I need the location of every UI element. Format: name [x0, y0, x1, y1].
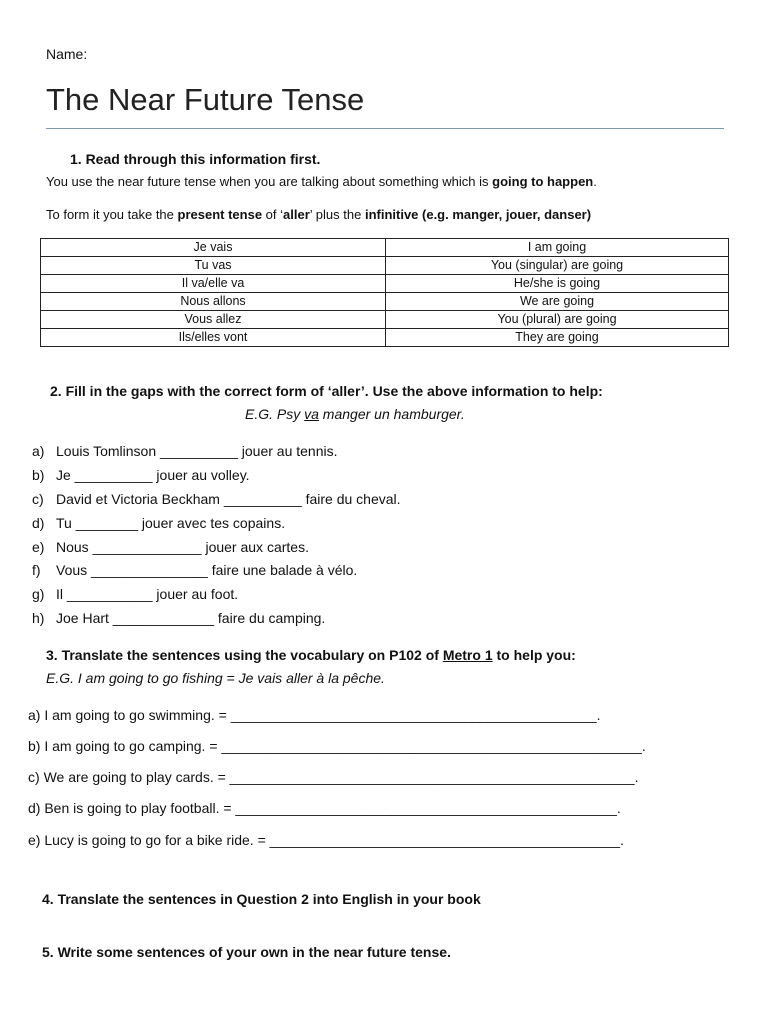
- table-cell-fr: Ils/elles vont: [41, 329, 386, 347]
- table-row: [41, 329, 729, 347]
- table-cell-fr: Tu vas: [41, 257, 386, 275]
- name-label: Name:: [46, 46, 88, 62]
- q1-heading: 1. Read through this information first.: [70, 151, 321, 167]
- q2-item-b: b) Je __________ jouer au volley.: [32, 467, 250, 483]
- table-row: [41, 257, 729, 275]
- q3-item-e: e) Lucy is going to go for a bike ride. = _____________________________________________.: [28, 832, 624, 848]
- table-row: [41, 239, 729, 257]
- table-cell-en: He/she is going: [386, 275, 729, 293]
- table-cell-en: I am going: [386, 239, 729, 257]
- title-divider: [46, 128, 724, 129]
- q2-heading: 2. Fill in the gaps with the correct form of ‘aller’. Use the above information to help:: [50, 383, 603, 399]
- q1-line2: To form it you take the present tense of ‘aller’ plus the infinitive (e.g. manger, jouer, danser): [46, 207, 592, 222]
- q2-item-f: f) Vous _______________ faire une balade à vélo.: [32, 562, 358, 578]
- q3-item-b: b) I am going to go camping. = ______________________________________________________.: [28, 738, 646, 754]
- q2-item-g: g) Il ___________ jouer au foot.: [32, 586, 239, 602]
- table-cell-fr: Il va/elle va: [41, 275, 386, 293]
- table-cell-fr: Vous allez: [41, 311, 386, 329]
- table-cell-fr: Je vais: [41, 239, 386, 257]
- q3-example: E.G. I am going to go fishing = Je vais aller à la pêche.: [46, 670, 385, 686]
- table-cell-en: You (plural) are going: [386, 311, 729, 329]
- table-cell-fr: Nous allons: [41, 293, 386, 311]
- conjugation-table: [40, 238, 729, 347]
- q3-item-d: d) Ben is going to play football. = _________________________________________________.: [28, 800, 621, 816]
- table-row: [41, 293, 729, 311]
- q3-heading: 3. Translate the sentences using the vocabulary on P102 of Metro 1 to help you:: [46, 647, 576, 663]
- q2-example: E.G. Psy va manger un hamburger.: [245, 406, 465, 422]
- q2-item-h: h) Joe Hart _____________ faire du camping.: [32, 610, 326, 626]
- q5-heading: 5. Write some sentences of your own in the near future tense.: [42, 944, 451, 960]
- table-cell-en: You (singular) are going: [386, 257, 729, 275]
- q2-item-a: a) Louis Tomlinson __________ jouer au tennis.: [32, 443, 338, 459]
- q2-item-d: d) Tu ________ jouer avec tes copains.: [32, 515, 286, 531]
- table-cell-en: We are going: [386, 293, 729, 311]
- q3-item-a: a) I am going to go swimming. = _______________________________________________.: [28, 707, 601, 723]
- page-title: The Near Future Tense: [46, 82, 365, 117]
- q4-heading: 4. Translate the sentences in Question 2 into English in your book: [42, 891, 481, 907]
- q2-item-e: e) Nous ______________ jouer aux cartes.: [32, 539, 309, 555]
- table-cell-en: They are going: [386, 329, 729, 347]
- table-row: [41, 275, 729, 293]
- table-row: [41, 311, 729, 329]
- q1-line1: You use the near future tense when you are talking about something which is going to happen.: [46, 174, 597, 189]
- q2-item-c: c) David et Victoria Beckham __________ faire du cheval.: [32, 491, 401, 507]
- q3-item-c: c) We are going to play cards. = ____________________________________________________.: [28, 769, 639, 785]
